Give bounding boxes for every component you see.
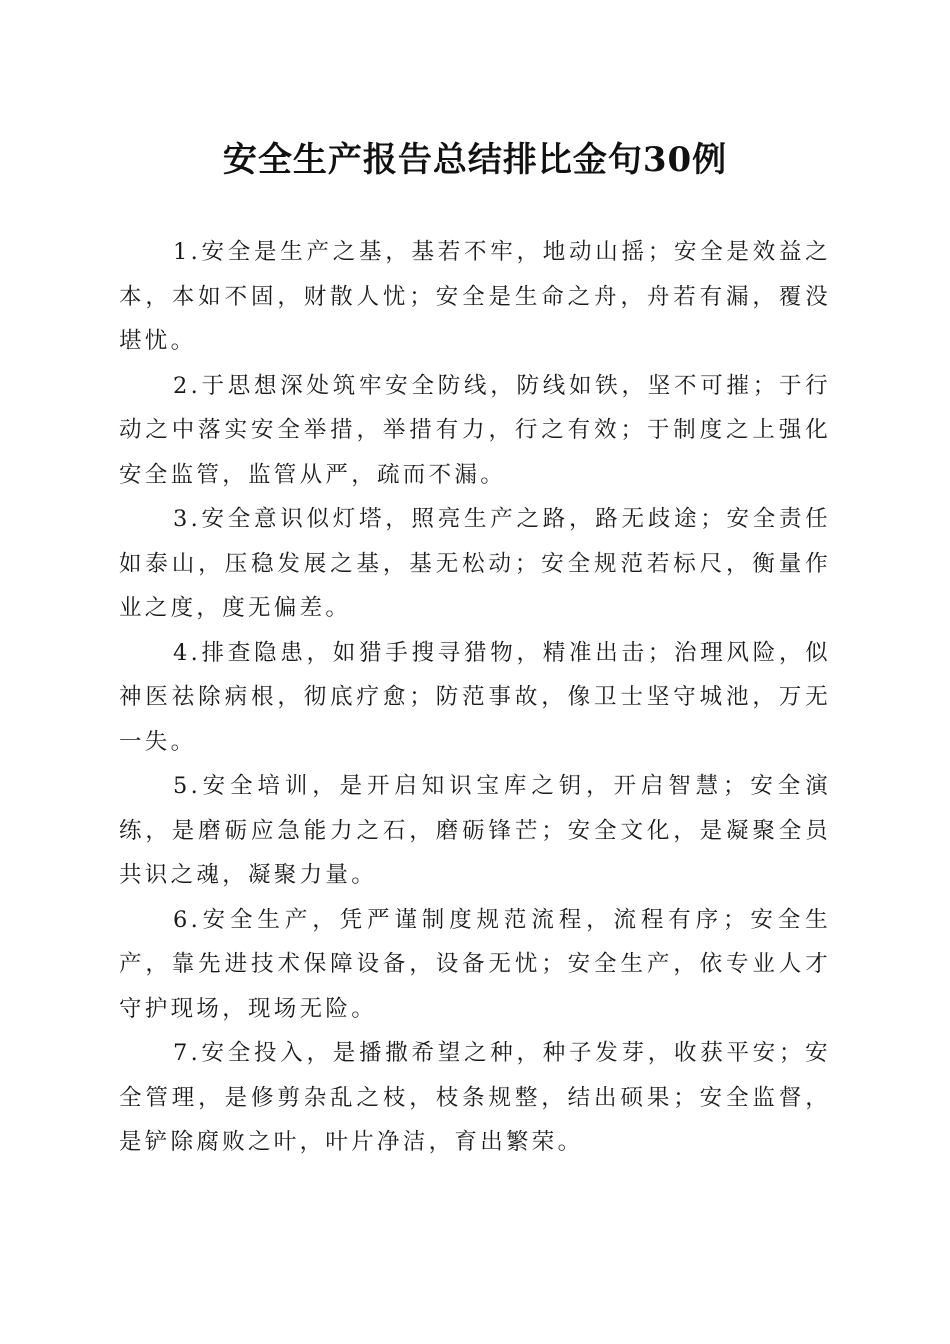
paragraph: 6.安全生产，凭严谨制度规范流程，流程有序；安全生产，靠先进技术保障设备，设备无忧；安全生产，依专业人才守护现场，现场无险。 <box>119 906 831 1022</box>
paragraph: 5.安全培训，是开启知识宝库之钥，开启智慧；安全演练，是磨砺应急能力之石，磨砺锋芒；安全文化，是凝聚全员共识之魂，凝聚力量。 <box>119 773 831 888</box>
paragraph: 2.于思想深处筑牢安全防线，防线如铁，坚不可摧；于行动之中落实安全举措，举措有力，行之有效；于制度之上强化安全监管，监管从严，疏而不漏。 <box>119 372 831 488</box>
paragraph: 4.排查隐患，如猎手搜寻猎物，精准出击；治理风险，似神医祛除病根，彻底疗愈；防范事故，像卫士坚守城池，万无一失。 <box>119 639 831 755</box>
document-body <box>119 230 831 1165</box>
paragraph: 1.安全是生产之基，基若不牢，地动山摇；安全是效益之本，本如不固，财散人忧；安全是生命之舟，舟若有漏，覆没堪忧。 <box>119 239 831 354</box>
page-title: 安全生产报告总结排比金句30例 <box>222 140 728 180</box>
paragraph: 3.安全意识似灯塔，照亮生产之路，路无歧途；安全责任如泰山，压稳发展之基，基无松动；安全规范若标尺，衡量作业之度，度无偏差。 <box>119 506 831 621</box>
paragraph: 7.安全投入，是播撒希望之种，种子发芽，收获平安；安全管理，是修剪杂乱之枝，枝条规整，结出硕果；安全监督，是铲除腐败之叶，叶片净洁，育出繁荣。 <box>119 1040 831 1155</box>
